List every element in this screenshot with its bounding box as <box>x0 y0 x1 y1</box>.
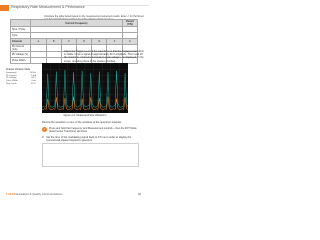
sidebar-value: 58 Hz <box>30 72 36 74</box>
sidebar-heading: Chassis Vibration Mode <box>6 69 31 71</box>
oscilloscope-chart <box>42 63 128 113</box>
sidebar-label: Pk Voltage <box>6 77 17 80</box>
table-row-label: Channel <box>11 39 31 45</box>
sidebar-row <box>6 83 36 86</box>
note-text: Press and hold the Frequency and Measurement controls – then the FFT Mode (Fast Fourier Transform) will show. <box>49 127 137 133</box>
answer-area[interactable] <box>42 143 139 167</box>
page-footer <box>6 192 63 196</box>
page-number: 30 <box>137 192 141 196</box>
table-row-label: Pk Voltage (V) <box>11 52 31 58</box>
instruction-paragraph: Adjust the Trigger Level of the waveform so that the displayed waveform is stable. It has a signal of approximately 60 V amplitude. Then read off the maximum, minimum and peak-to-peak voltages, as displayed on the scope, recording these in the spaces provided. <box>64 50 144 63</box>
instruction-text: Record the waveform in one of the windows of the spectrum analyser. <box>42 121 123 124</box>
sidebar-value: 60 V <box>31 77 36 80</box>
table-cell: E <box>92 39 107 45</box>
table-cell: B <box>46 39 61 45</box>
table-row-label: Type <box>11 33 31 39</box>
question-row <box>42 136 142 142</box>
question-text: Set the time of the modulating signal back to 0.5 ms in order to display the symmetrical square frequency spectrum. <box>46 136 132 142</box>
table-row-label: Pk Current (mA) <box>11 45 31 52</box>
sidebar-value: 24 % <box>31 82 36 85</box>
table-cell: F <box>107 39 122 45</box>
header-accent-bar <box>0 5 9 11</box>
table-row-label: Spot / Pulse <box>11 27 31 33</box>
document-page <box>0 0 149 198</box>
measurement-sidebar <box>6 69 36 86</box>
chart-caption: Figure 2-4: Measured Pulse Waveform <box>63 114 107 117</box>
table-cell: D <box>77 39 92 45</box>
table-cell[interactable] <box>31 45 46 52</box>
table-header-cell: Result (Y/N) <box>122 20 137 27</box>
table-header-cell <box>11 20 31 27</box>
sidebar-value: 4 ms <box>31 80 36 83</box>
footer-label: Education & Quality Communications <box>15 192 63 196</box>
table-header-row <box>11 20 138 27</box>
note-box <box>42 127 142 133</box>
sidebar-label: Pulse Width <box>6 80 18 83</box>
table-row-label: Pulse Width <box>11 58 31 64</box>
table-cell: A <box>31 39 46 45</box>
table-cell[interactable] <box>46 45 61 52</box>
sidebar-value: 1.8 A <box>31 74 36 77</box>
footer-brand: LUCAS <box>6 192 16 196</box>
table-cell: G <box>122 39 137 45</box>
table-cell: C <box>61 39 76 45</box>
sidebar-label: Pk Current <box>6 74 17 77</box>
intro-paragraph: Complete the table below based on the measured and expected results. Enter ✔ for Perfomed <box>44 15 144 18</box>
page-header-title: Respiratory Rate Measurement & Perfomance <box>11 5 85 9</box>
sidebar-label: Frequency <box>6 72 17 74</box>
info-icon: i <box>42 127 47 132</box>
table-header-cell: Current Frequency <box>31 20 122 27</box>
question-number: 3. <box>42 136 45 139</box>
sidebar-label: Duty Cycle <box>6 82 17 85</box>
